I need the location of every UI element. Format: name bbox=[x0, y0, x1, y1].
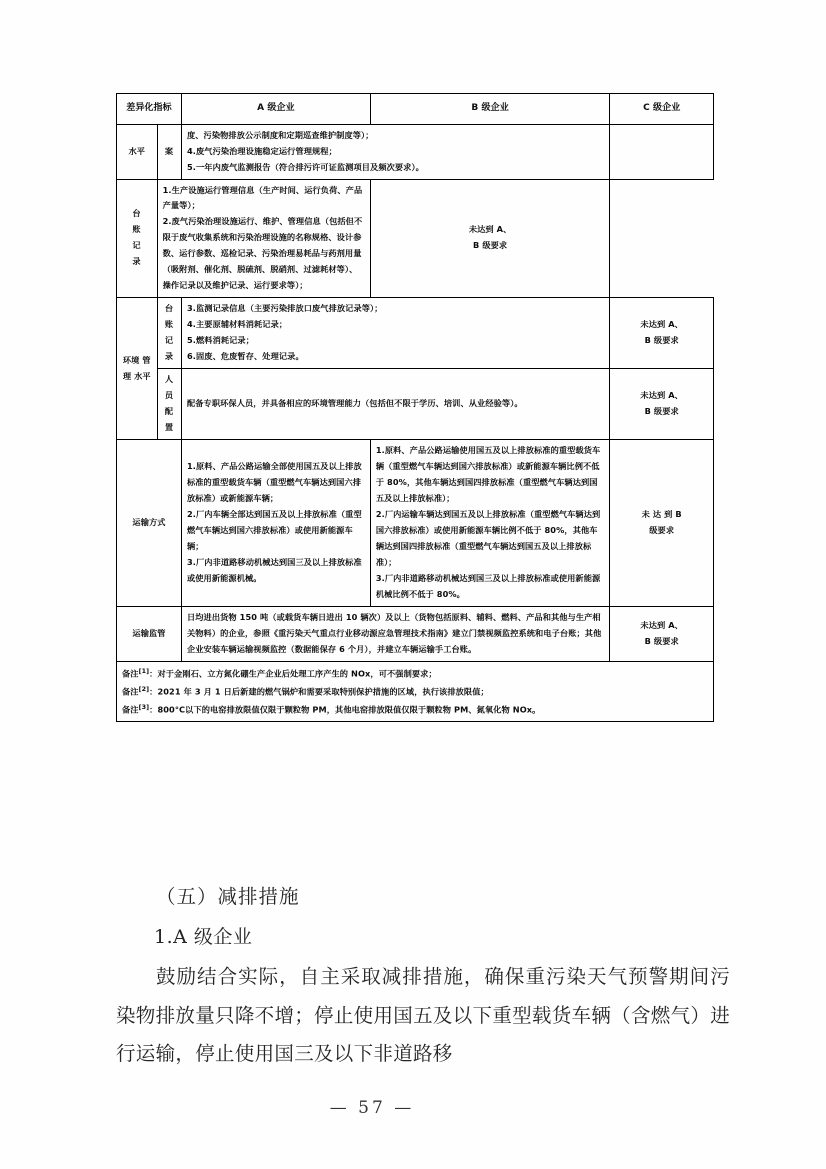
page-number: — 57 — bbox=[329, 1098, 415, 1118]
header-indicator: 差异化指标 bbox=[117, 94, 182, 125]
differentiated-indicator-table bbox=[116, 93, 714, 722]
table-row bbox=[117, 440, 714, 607]
row-2-grade-c-content: 未达到 A、 B 级要求 bbox=[370, 179, 610, 298]
header-grade-a: A 级企业 bbox=[181, 94, 370, 125]
row-category-transport-supervision: 运输监管 bbox=[117, 607, 182, 662]
differentiated-indicator-table-wrapper bbox=[116, 93, 714, 722]
table-row bbox=[117, 369, 714, 440]
footnote-marker-1: [1] bbox=[138, 667, 150, 676]
footnote-1: 备注[1]：对于金刚石、立方氮化硼生产企业后处理工序产生的 NOx，可不强制要求； bbox=[122, 667, 437, 679]
header-grade-b: B 级企业 bbox=[370, 94, 610, 125]
row-category-transport-mode: 运输方式 bbox=[117, 440, 182, 607]
row-category-1: 水平 bbox=[117, 124, 158, 179]
table-header-row bbox=[117, 94, 714, 125]
row-5-grade-a-content: 1.原料、产品公路运输全部使用国五及以上排放标准的重型载货车辆（重型燃气车辆达到国六排放标准）或新能源车辆； 2.厂内车辆全部达到国五及以上排放标准（重型燃气车辆达到国六排放标准）或使用新能源车辆； 3.厂内非道路移动机械达到国三及以上排放标准或使用新能源机械。 bbox=[181, 440, 370, 607]
table-row bbox=[117, 179, 714, 298]
row-3-grade-c-content: 未达到 A、 B 级要求 bbox=[610, 298, 714, 369]
row-subcategory-4: 人 员 配 置 bbox=[157, 369, 181, 440]
row-6-grade-a-content: 日均进出货物 150 吨（或载货车辆日进出 10 辆次）及以上（货物包括原料、辅料、燃料、产品和其他与生产相关物料）的企业，参照《重污染天气重点行业移动源应急管理技术指南》建立门禁视频监控系统和电子台账；其他企业安装车辆运输视频监控（数据能保存 6 个月），并建立车辆运输手工台账。 bbox=[181, 607, 609, 662]
footnote-marker-2: [2] bbox=[138, 684, 150, 693]
row-4-grade-a-content: 配备专职环保人员，并具备相应的环境管理能力（包括但不限于学历、培训、从业经验等）。 bbox=[181, 369, 609, 440]
row-subcategory-2: 台 账 记 录 bbox=[117, 179, 158, 298]
table-row bbox=[117, 124, 714, 179]
table-footnotes bbox=[117, 662, 714, 722]
row-5-grade-c-content: 未 达 到 B 级要求 bbox=[610, 440, 714, 607]
row-1-grade-a-content: 度、污染物排放公示制度和定期巡查维护制度等）； 4.废气污染治理设施稳定运行管理规程； 5.一年内废气监测报告（符合排污许可证监测项目及频次要求）。 bbox=[181, 124, 609, 179]
table-footnotes-row bbox=[117, 662, 714, 722]
row-category-environment-management: 环境 管理 水平 bbox=[117, 298, 158, 440]
footnote-marker-3: [3] bbox=[138, 702, 150, 711]
row-5-grade-b-content: 1.原料、产品公路运输使用国五及以上排放标准的重型载货车辆（重型燃气车辆达到国六排放标准）或新能源车辆比例不低于 80%，其他车辆达到国四排放标准（重型燃气车辆达到国五及以上排放标准）； 2.厂内运输车辆达到国五及以上排放标准（重型燃气车辆达到国六排放标准）或使用新能源车辆比例不低于 80%，其他车辆达到国四排放标准（重型燃气车辆达到国五及以上排放标准）； 3.厂内非道路移动机械达到国三及以上排放标准或使用新能源机械比例不低于 80%。 bbox=[370, 440, 610, 607]
table-row bbox=[117, 607, 714, 662]
header-grade-c: C 级企业 bbox=[610, 94, 714, 125]
row-4-grade-c-content: 未达到 A、 B 级要求 bbox=[610, 369, 714, 440]
document-body bbox=[116, 878, 730, 1074]
row-3-grade-a-content: 3.监测记录信息（主要污染排放口废气排放记录等）； 4.主要原辅材料消耗记录； 5.燃料消耗记录； 6.固废、危废暂存、处理记录。 bbox=[181, 298, 609, 369]
footnote-2: 备注[2]：2021 年 3 月 1 日后新建的燃气锅炉和需要采取特别保护措施的区域，执行该排放限值； bbox=[122, 684, 489, 697]
row-2-grade-a-content: 1.生产设施运行管理信息（生产时间、运行负荷、产品产量等）； 2.废气污染治理设施运行、维护、管理信息（包括但不限于废气收集系统和污染治理设施的名称规格、设计参数、运行参数、巡检记录、污染治理易耗品与药剂用量（吸附剂、催化剂、脱硫剂、脱硝剂、过滤耗材等）、操作记录以及维护记录、运行要求等）； bbox=[157, 179, 370, 298]
subsection-heading: 1.A 级企业 bbox=[154, 926, 253, 949]
footnote-3: 备注[3]：800°C以下的电窑排放限值仅限于颗粒物 PM，其他电窑排放限值仅限于颗粒物 PM、氮氧化物 NOx。 bbox=[122, 702, 541, 715]
table-row bbox=[117, 298, 714, 369]
body-paragraph: 鼓励结合实际，自主采取减排措施，确保重污染天气预警期间污染物排放量只降不增；停止使用国五及以下重型载货车辆（含燃气）进行运输，停止使用国三及以下非道路移 bbox=[116, 965, 730, 1066]
row-6-grade-c-content: 未达到 A、 B 级要求 bbox=[610, 607, 714, 662]
row-subcategory-1: 案 bbox=[157, 124, 181, 179]
section-heading: （五）减排措施 bbox=[156, 885, 300, 908]
row-subcategory-3: 台 账 记 录 bbox=[157, 298, 181, 369]
row-1-grade-c-content bbox=[610, 124, 714, 179]
